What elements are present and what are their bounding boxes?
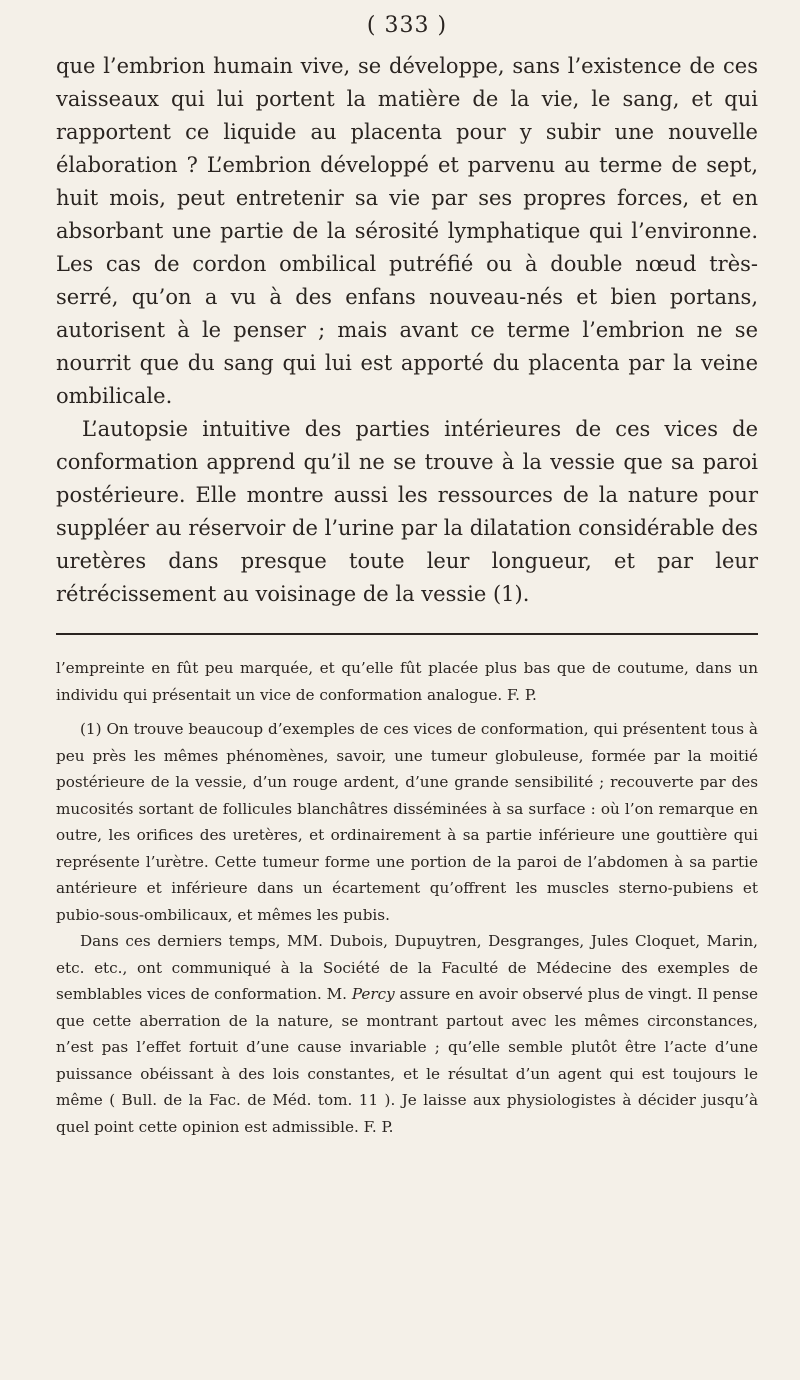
footnote-continued: l’empreinte en fût peu marquée, et qu’elle fût placée plus bas que de coutume, dans un individu qui présentait un vice de conformation analogue. F. P. (56, 659, 758, 704)
footnote-2-text-b: assure en avoir observé plus de vingt. Il pense que cette aberration de la nature, se montrant partout avec les mêmes circonstances, n’est pas l’effet fortuit d’une cause invariable ; qu’elle semble plutôt être l’acte d’une puissance obéissant à des lois constantes, et le résultat d’un agent qui est toujours le même ( Bull. de la Fac. de Méd. tom. 11 ). Je laisse aux physiologistes à décider jusqu’à quel point cette opinion est admissible. F. P. (56, 985, 758, 1136)
footnote-2-text-a: Dans ces derniers temps, MM. Dubois, Dupuytren, Desgranges, Jules Cloquet, Marin, etc. etc., ont communiqué à la Société de la Faculté de Médecine des exemples de semblables vices de conformation. M. (56, 932, 758, 1003)
footnotes (56, 655, 758, 1140)
footnote-1: (1) On trouve beaucoup d’exemples de ces vices de conformation, qui présentent tous à peu près les mêmes phénomènes, savoir, une tumeur globuleuse, formée par la moitié postérieure de la vessie, d’un rouge ardent, d’une grande sensibilité ; recouverte par des mucosités sortant de follicules blanchâtres disséminées à sa surface : où l’on remarque en outre, les orifices des uretères, et ordinairement à sa partie inférieure une gouttière qui représente l’urètre. Cette tumeur forme une portion de la paroi de l’abdomen à sa partie antérieure et inférieure dans un écartement qu’offrent les muscles sterno-pubiens et pubio-sous-ombilicaux, et mêmes les pubis. (56, 720, 758, 924)
footnote-spacer (56, 708, 758, 716)
footnote-2-author: Percy (351, 985, 395, 1003)
main-paragraph-1: que l’embrion humain vive, se développe, sans l’existence de ces vaisseaux qui lui portent la matière de la vie, le sang, et qui rapportent ce liquide au placenta pour y subir une nouvelle élaboration ? L’embrion développé et parvenu au terme de sept, huit mois, peut entretenir sa vie par ses propres forces, et en absorbant une partie de la sérosité lymphatique qui l’environne. Les cas de cordon ombilical putréfié ou à double nœud très-serré, qu’on a vu à des enfans nouveau-nés et bien portans, autorisent à le penser ; mais avant ce terme l’embrion ne se nourrit que du sang qui lui est apporté du placenta par la veine ombilicale. (56, 54, 758, 408)
main-text (56, 50, 758, 611)
page-number: ( 333 ) (366, 13, 448, 38)
footnote-divider (56, 633, 758, 635)
footnote-2 (56, 928, 758, 1140)
main-paragraph-2: L’autopsie intuitive des parties intérieures de ces vices de conformation apprend qu’il ne se trouve à la vessie que sa paroi postérieure. Elle montre aussi les ressources de la nature pour suppléer au réservoir de l’urine par la dilatation considérable des uretères dans presque toute leur longueur, et par leur rétrécissement au voisinage de la vessie (1). (56, 417, 758, 606)
